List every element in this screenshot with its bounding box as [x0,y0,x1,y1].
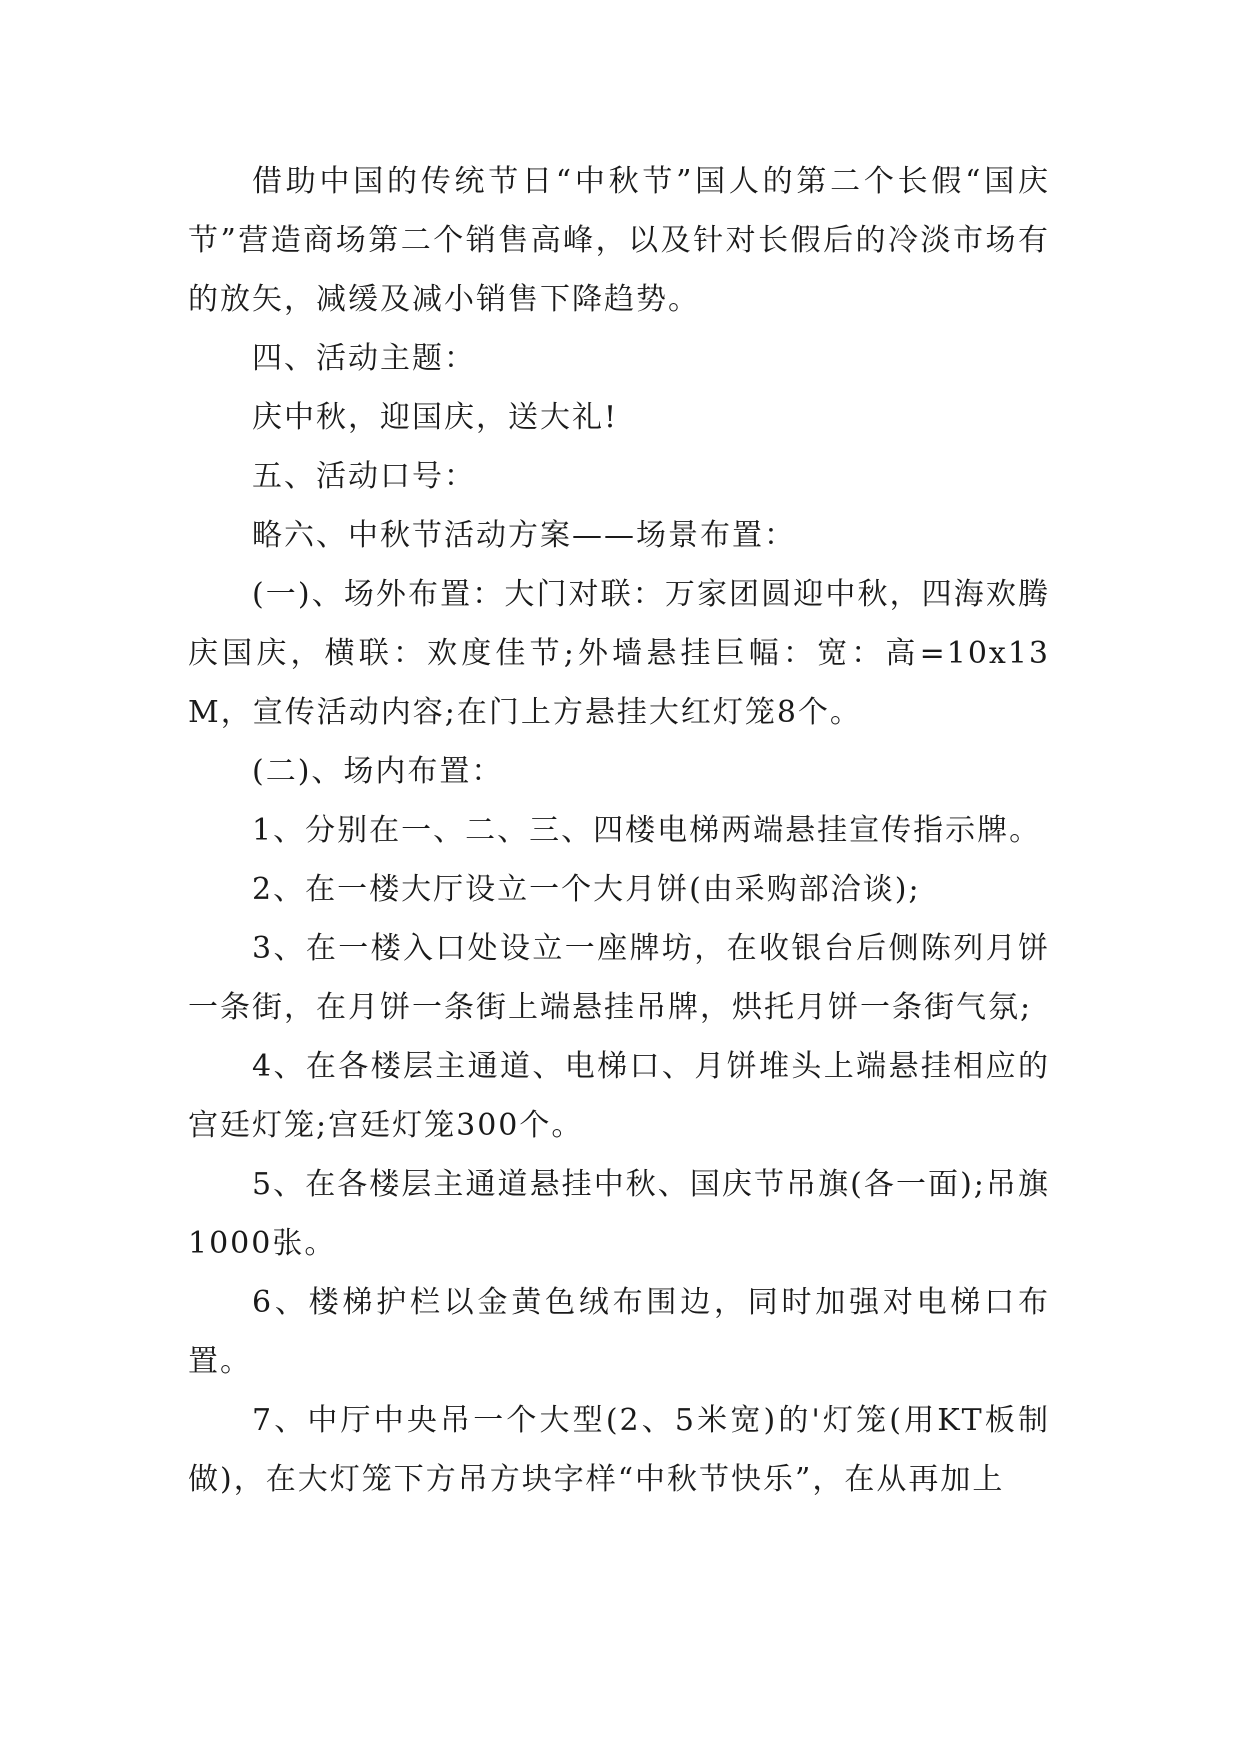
list-item-5: 5、在各楼层主通道悬挂中秋、国庆节吊旗(各一面);吊旗1000张。 [188,1167,1050,1261]
list-item-3: 3、在一楼入口处设立一座牌坊，在收银台后侧陈列月饼一条街，在月饼一条街上端悬挂吊牌，烘托月饼一条街气氛; [188,931,1050,1025]
heading-activity-slogan: 五、活动口号： [252,459,476,494]
list-item-4: 4、在各楼层主通道、电梯口、月饼堆头上端悬挂相应的宫廷灯笼;宫廷灯笼300个。 [188,1049,1050,1143]
list-item-6: 6、楼梯护栏以金黄色绒布围边，同时加强对电梯口布置。 [188,1285,1050,1379]
list-item-7: 7、中厅中央吊一个大型(2、5米宽)的'灯笼(用KT板制做)，在大灯笼下方吊方块字样“中秋节快乐”，在从再加上 [188,1403,1050,1497]
list-item-1: 1、分别在一、二、三、四楼电梯两端悬挂宣传指示牌。 [252,813,1042,848]
paragraph-purpose: 借助中国的传统节日“中秋节”国人的第二个长假“国庆节”营造商场第二个销售高峰，以及针对长假后的冷淡市场有的放矢，减缓及减小销售下降趋势。 [188,164,1050,317]
paragraph-outdoor-layout: (一)、场外布置：大门对联：万家团圆迎中秋，四海欢腾庆国庆，横联：欢度佳节;外墙悬挂巨幅：宽：高=10x13M，宣传活动内容;在门上方悬挂大红灯笼8个。 [188,577,1050,730]
heading-indoor-layout: (二)、场内布置： [252,754,504,789]
list-item-2: 2、在一楼大厅设立一个大月饼(由采购部洽谈); [252,872,921,907]
heading-activity-theme: 四、活动主题： [252,341,476,376]
heading-scene-layout: 略六、中秋节活动方案——场景布置： [252,518,796,553]
document-body [188,152,1050,1509]
paragraph-theme-text: 庆中秋，迎国庆，送大礼! [252,400,619,435]
